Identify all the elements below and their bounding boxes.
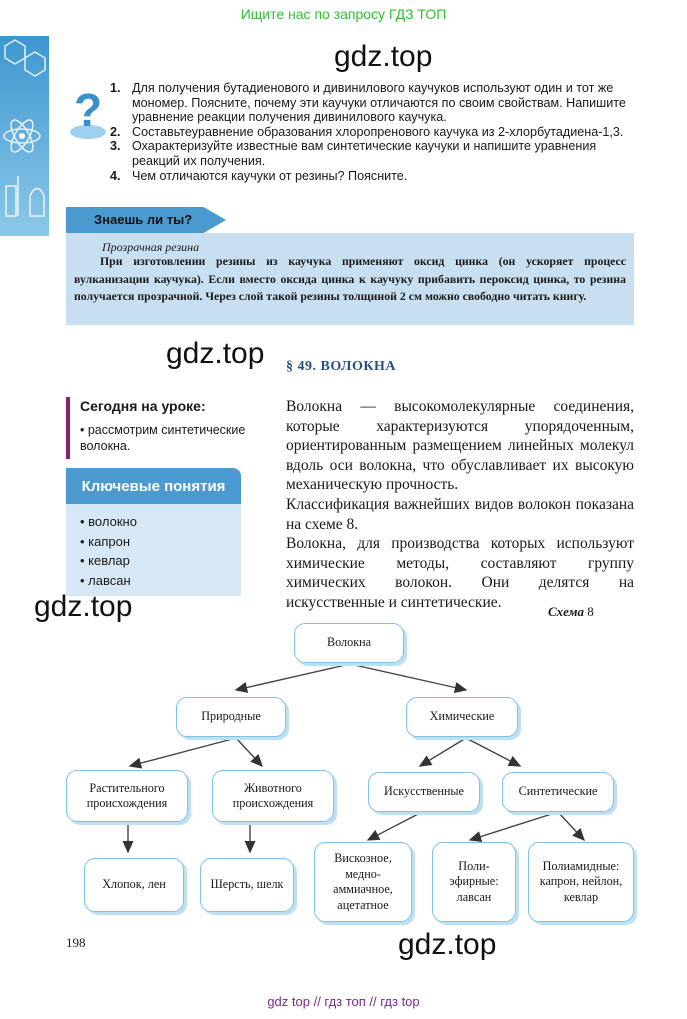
paragraph: Классификация важнейших видов волокон показана на схеме 8.: [286, 495, 634, 533]
node-cotton-flax: Хлопок, лен: [84, 858, 184, 912]
did-you-know-title: Прозрачная резина: [102, 240, 200, 254]
list-item: • лавсан: [80, 572, 131, 588]
did-you-know-label: Знаешь ли ты?: [94, 212, 193, 227]
scheme-label: Схема 8: [548, 604, 594, 619]
node-wool-silk: Шерсть, шелк: [200, 858, 294, 912]
paragraph: Волокна, для производства которых используют химические методы, составляют группу химических волокон. Они делятся на искусственные и синтетические.: [286, 535, 634, 611]
question-item: 1. Для получения бутадиенового и дивинилового каучуков используют один и тот же мономер. Поясните, почему эти каучуки отличаются по своим свойствам. Напишите уравнение реакции получения дивинилового каучука.: [110, 81, 626, 125]
node-natural: Природные: [176, 697, 286, 737]
top-banner[interactable]: Ищите нас по запросу ГДЗ ТОП: [240, 6, 447, 22]
question-item: 3. Охарактеризуйте известные вам синтетические каучуки и напишите уравнения реакций их получения.: [110, 139, 597, 168]
page-number: 198: [66, 935, 86, 950]
node-synthetic: Синтетические: [502, 772, 614, 812]
watermark: gdz.top: [334, 40, 433, 73]
node-artificial: Искусственные: [368, 772, 480, 812]
watermark: gdz.top: [398, 928, 497, 961]
svg-text:?: ?: [73, 84, 103, 136]
list-item: • кевлар: [80, 553, 130, 568]
key-concepts-title: Ключевые понятия: [66, 468, 241, 504]
watermark: gdz.top: [166, 337, 265, 370]
list-item: • волокно: [80, 514, 137, 529]
watermark: gdz.top: [34, 590, 133, 623]
question-item: 4. Чем отличаются каучуки от резины? Поясните.: [110, 168, 408, 183]
list-item: • капрон: [80, 533, 131, 549]
today-item: • рассмотрим синтетические волокна.: [80, 423, 246, 453]
today-title: Сегодня на уроке:: [80, 398, 206, 414]
node-plant-origin: Растительного происхождения: [66, 770, 188, 822]
footer-links[interactable]: gdz top // гдз топ // гдз top: [267, 994, 420, 1009]
node-chemical: Химические: [406, 697, 518, 737]
did-you-know-text: При изготовлении резины из каучука применяют оксид цинка (он ускоряет процесс вулканизации каучука). Если вместо оксида цинка к каучуку прибавить пероксид цинка, то резина получается прозрачной. Через слой такой резины толщиной 2 см можно свободно читать книгу.: [74, 254, 626, 304]
node-polyester: Поли-эфирные: лавсан: [432, 842, 516, 922]
section-title: § 49. ВОЛОКНА: [286, 359, 397, 374]
question-item: 2. Составьтеуравнение образования хлоропренового каучука из 2-хлорбутадиена-1,3.: [110, 124, 624, 139]
node-viscose: Вискозное, медно-аммиачное, ацетатное: [314, 842, 412, 922]
node-animal-origin: Животного происхождения: [212, 770, 334, 822]
node-fibers: Волокна: [294, 623, 404, 663]
node-polyamide: Полиамидные: капрон, нейлон, кевлар: [528, 842, 634, 922]
paragraph: Волокна — высокомолекулярные соединения, которые характеризуются упорядоченным, ориентированным размещением линейных молекул вдоль оси волокна, что обуславливает их высокую механическую прочность.: [286, 398, 634, 494]
